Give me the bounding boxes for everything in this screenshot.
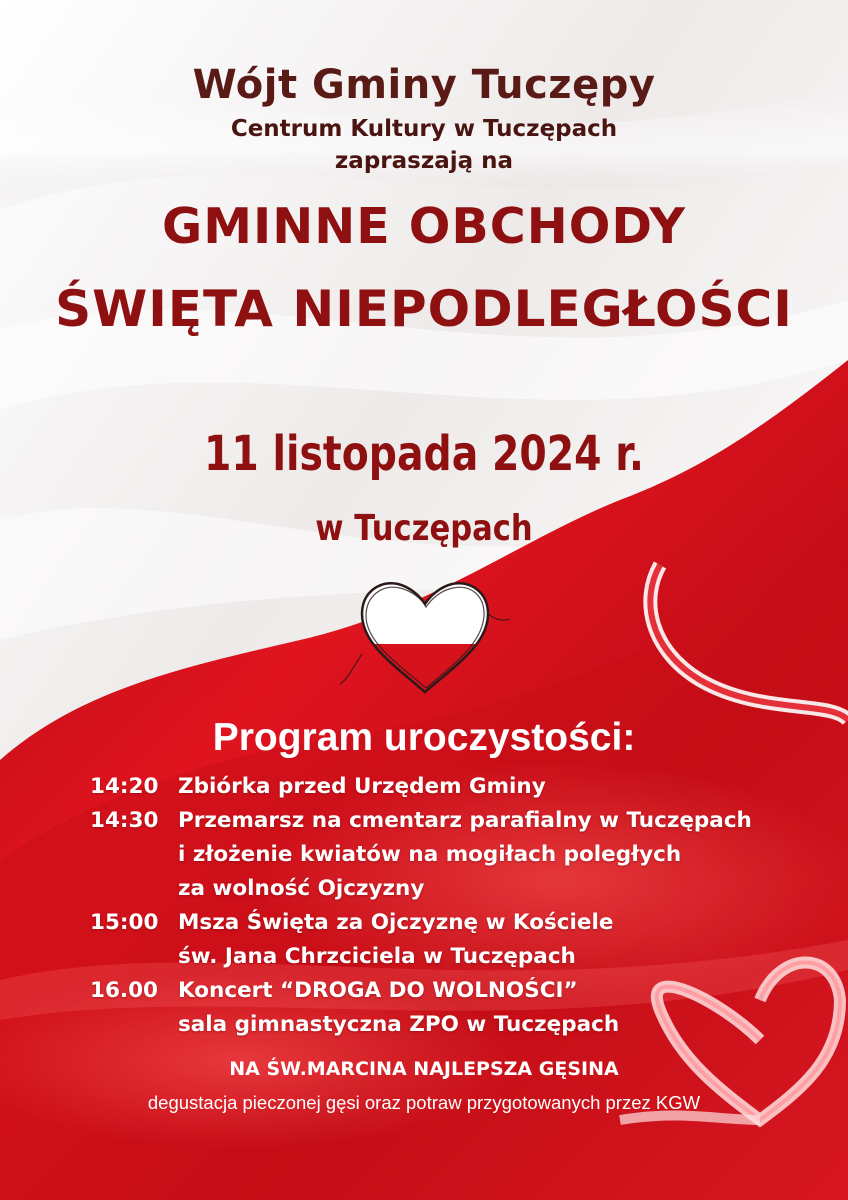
event-place: w Tuczępach [315, 508, 533, 549]
program-item-description [178, 770, 790, 804]
event-title-line2: ŚWIĘTA NIEPODLEGŁOŚCI [55, 280, 793, 338]
organizer-name: Wójt Gminy Tuczępy [192, 62, 656, 108]
co-organizer-name: Centrum Kultury w Tuczępach [230, 116, 618, 142]
program-heading: Program uroczystości: [212, 716, 636, 759]
program-item-line: sala gimnastyczna ZPO w Tuczępach [178, 1012, 620, 1037]
program-item-description [178, 974, 790, 1042]
program-item-line: za wolność Ojczyzny [178, 876, 425, 901]
program-item-time: 15:00 [90, 910, 159, 935]
program-item-line: i złożenie kwiatów na mogiłach poległych [178, 842, 682, 867]
event-title-line1: GMINNE OBCHODY [162, 198, 686, 255]
program-item [90, 974, 790, 1042]
program-item-line: Przemarsz na cmentarz parafialny w Tuczępach [178, 808, 752, 833]
invite-text: zapraszają na [334, 148, 514, 174]
program-item [90, 804, 790, 906]
footer-headline: NA ŚW.MARCINA NAJLEPSZA GĘSINA [229, 1058, 619, 1080]
program-item [90, 906, 790, 974]
program-item-line: Zbiórka przed Urzędem Gminy [178, 774, 546, 799]
polish-flag-heart-icon [340, 574, 510, 704]
program-item-line: Koncert “DROGA DO WOLNOŚCI” [178, 978, 578, 1003]
program-item-time: 14:20 [90, 774, 159, 799]
event-date: 11 listopada 2024 r. [204, 426, 644, 482]
program-item-line: św. Jana Chrzciciela w Tuczępach [178, 944, 576, 969]
program-item-description [178, 804, 790, 906]
program-item-time: 14:30 [90, 808, 159, 833]
program-item [90, 770, 790, 804]
footer-subline: degustacja pieczonej gęsi oraz potraw przygotowanych przez KGW [147, 1092, 701, 1113]
program-item-line: Msza Święta za Ojczyznę w Kościele [178, 910, 614, 935]
program-item-description [178, 906, 790, 974]
program-item-time: 16.00 [90, 978, 159, 1003]
program-schedule [90, 770, 790, 1042]
